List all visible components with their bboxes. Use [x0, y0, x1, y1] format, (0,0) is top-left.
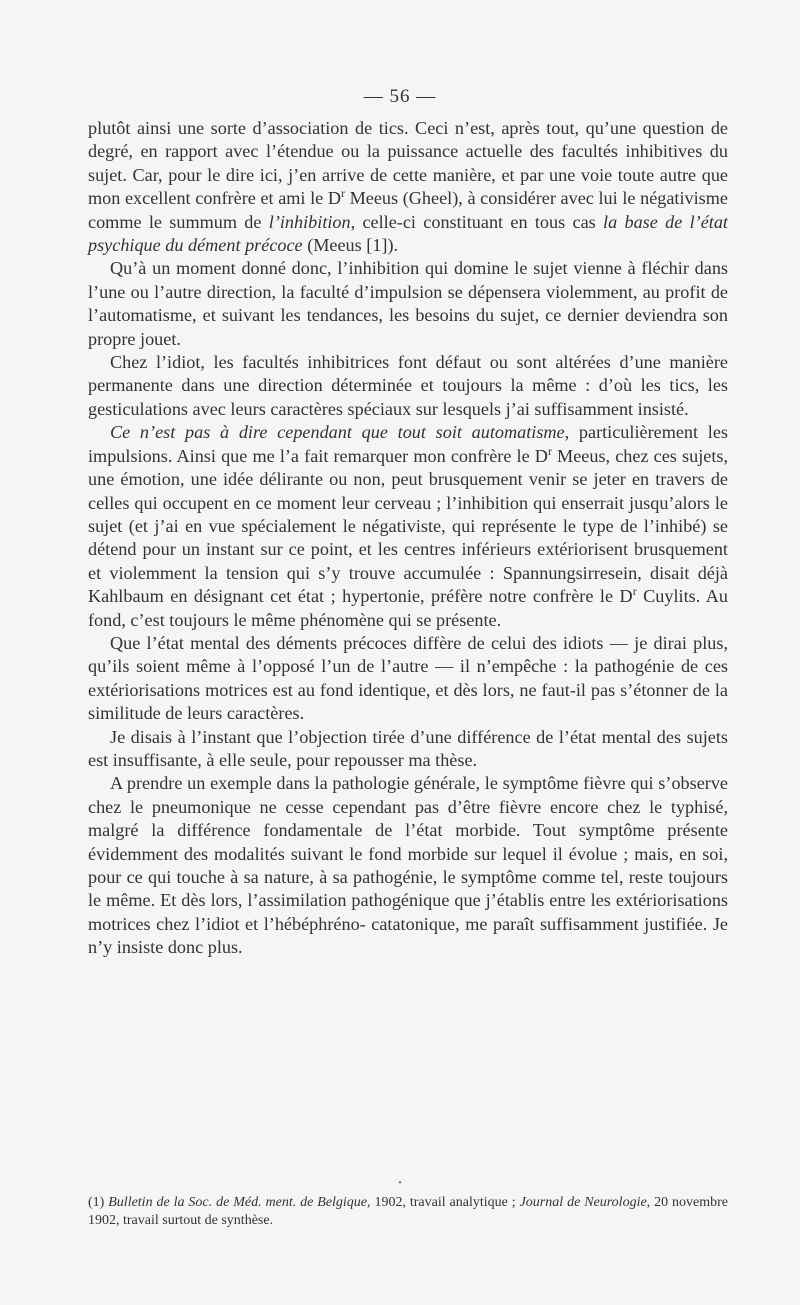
text-run: , particulièrement les impulsions. Ainsi que me l’a fait remarquer mon confrère le D	[88, 422, 729, 466]
italic-text: Bulletin de la Soc. de Méd. ment. de Belgique	[108, 1195, 368, 1210]
body-text	[88, 117, 728, 960]
text-run: Chez l’idiot, les facultés inhibitrices font défaut ou sont altérées d’une manière permanente dans une direction déterminée et toujours la même : d’où les tics, les gesticulations avec leurs caractères spéciaux sur lesquels j’ai suffisamment insisté.	[88, 352, 728, 419]
text-run: , celle-ci constituant en tous cas	[350, 211, 604, 232]
text-run: Je disais à l’instant que l’objection tirée d’une différence de l’état mental des sujets est insuffisante, à elle seule, pour repousser ma thèse.	[88, 726, 728, 770]
text-run: plutôt ainsi une sorte d’association de tics. Ceci n’est, après tout, qu’une question de degré, en rapport avec l’étendue ou la puissance actuelle des facultés inhibitives du sujet. Car, pour le dire ici, j’en arrive de cette manière, et par une voie toute autre que mon excellent confrère et ami le D	[88, 118, 728, 209]
text-run: Cuylits. Au fond, c’est toujours le même phénomène qui se présente.	[88, 586, 728, 630]
footnote	[88, 1194, 728, 1230]
superscript-text: r	[341, 186, 345, 201]
superscript-text: r	[632, 584, 637, 599]
paragraph-p4	[88, 421, 728, 632]
paragraph-p1	[88, 117, 728, 257]
text-run: Que l’état mental des déments précoces diffère de celui des idiots — je dirai plus, qu’ils soient même à l’opposé l’un de l’autre — il n’empêche : la pathogénie de ces extériorisations motrices est au fond identique, et dès lors, ne faut-il pas s’étonner de la similitude de leurs caractères.	[88, 632, 728, 724]
text-run: Qu’à un moment donné donc, l’inhibition qui domine le sujet vienne à fléchir dans l’une ou l’autre direction, la faculté d’impulsion se dépensera violemment, au profit de l’automatisme, et suivant les tendances, les besoins du sujet, ce dernier deviendra son propre jouet.	[88, 258, 728, 349]
superscript-text: r	[547, 443, 552, 458]
italic-text: l’inhibition	[268, 211, 351, 232]
text-run: (Meeus [1]).	[302, 235, 399, 256]
italic-text: Journal de Neurologie	[519, 1195, 647, 1210]
paragraph-p6	[88, 726, 728, 773]
paragraph-p3	[88, 351, 728, 421]
footnote-separator-mark: •	[398, 1178, 402, 1189]
text-run: Meeus, chez ces sujets, une émotion, une idée délirante ou non, peut brusquement venir se jeter en travers de celles qui occupent en ce moment leur cerveau ; l’inhibition qui enserrait jusqu’alors le sujet (et j’ai en vue spécialement le négativiste, qui représente le type de l’inhibé) se détend pour un instant sur ce point, et les centres inférieurs extériorisent brusquement et violemment la tension qui s’y trouve accumulée : Spannungsirresein, disait déjà Kahlbaum en désignant cet état ; hypertonie, préfère notre confrère le D	[88, 445, 728, 607]
page-number: — 56 —	[363, 86, 437, 107]
paragraph-p7	[88, 772, 728, 959]
text-run: A prendre un exemple dans la pathologie générale, le symptôme fièvre qui s’observe chez le pneumonique ne cesse cependant pas d’être fièvre encore chez le typhisé, malgré la différence fondamentale de l’état morbide. Tout symptôme présente évidemment des modalités suivant le fond morbide sur lequel il évolue ; mais, en soi, pour ce qui touche à sa nature, à sa pathogénie, le symptôme comme tel, reste toujours le même. Et dès lors, l’assimilation pathogénique que j’établis entre les extériorisations motrices chez l’idiot et l’hébéphréno- catatonique, me paraît suffisamment justifiée. Je n’y insiste donc plus.	[88, 773, 728, 958]
paragraph-p2	[88, 257, 728, 351]
paragraph-p5	[88, 632, 728, 726]
text-run: , 1902, travail analytique ;	[367, 1195, 520, 1210]
text-run: Meeus (Gheel), à considérer avec lui le négativisme comme le summum de	[88, 188, 728, 232]
text-run: (1)	[88, 1195, 109, 1210]
italic-text: Ce n’est pas à dire cependant que tout soit automatisme	[110, 422, 565, 443]
text-run: , 20 novembre 1902, travail surtout de synthèse.	[88, 1195, 728, 1228]
italic-text: la base de l’état psychique du dément précoce	[88, 211, 728, 256]
